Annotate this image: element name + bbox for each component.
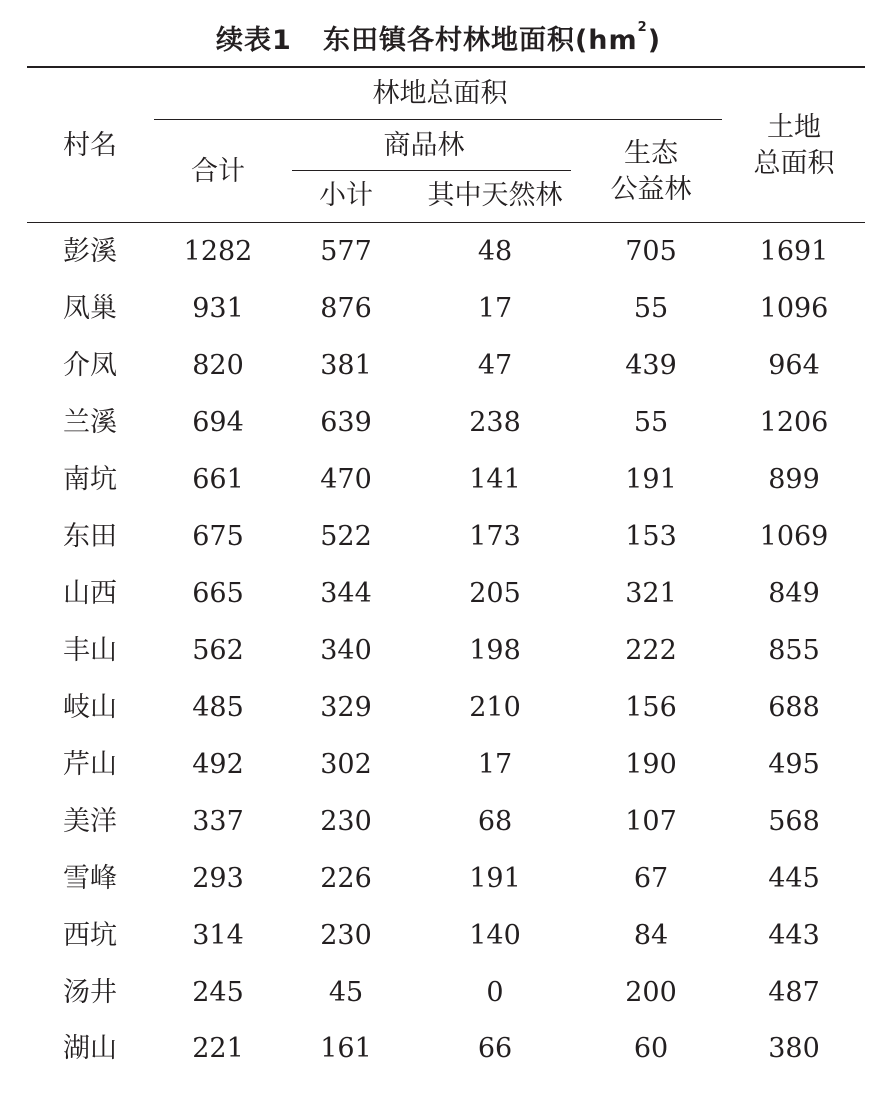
cell-eco: 191 (625, 464, 677, 495)
cell-total: 661 (192, 464, 244, 495)
header-land-line1: 土地 (767, 112, 821, 143)
cell-subtotal: 230 (320, 920, 372, 951)
table-row (0, 802, 877, 842)
cell-land: 495 (768, 749, 820, 780)
cell-total: 931 (192, 293, 244, 324)
header-eco-line1: 生态 (624, 138, 678, 169)
cell-eco: 705 (625, 236, 677, 267)
cell-eco: 60 (633, 1033, 669, 1064)
table-row (0, 460, 877, 500)
table-row (0, 688, 877, 728)
cell-total: 314 (192, 920, 244, 951)
cell-total: 492 (192, 749, 244, 780)
cell-village: 西坑 (63, 920, 117, 951)
cell-total: 694 (192, 407, 244, 438)
cell-land: 855 (768, 635, 820, 666)
cell-village: 汤井 (63, 977, 117, 1008)
cell-natural: 238 (469, 407, 521, 438)
table-row (0, 916, 877, 956)
cell-village: 介凤 (63, 350, 117, 381)
cell-total: 337 (192, 806, 244, 837)
table-row (0, 745, 877, 785)
cell-total: 820 (192, 350, 244, 381)
header-total: 合计 (191, 156, 245, 187)
table-row (0, 859, 877, 899)
cell-natural: 17 (477, 749, 513, 780)
cell-eco: 222 (625, 635, 677, 666)
cell-total: 675 (192, 521, 244, 552)
cell-village: 彭溪 (63, 236, 117, 267)
cell-land: 1096 (759, 293, 829, 324)
cell-eco: 321 (625, 578, 677, 609)
cell-eco: 153 (625, 521, 677, 552)
cell-subtotal: 381 (320, 350, 372, 381)
cell-eco: 55 (633, 407, 669, 438)
table-row (0, 232, 877, 272)
cell-total: 221 (192, 1033, 244, 1064)
table-title: 东田镇各村林地面积(hm (322, 25, 638, 56)
cell-land: 899 (768, 464, 820, 495)
cell-subtotal: 329 (320, 692, 372, 723)
cell-natural: 141 (469, 464, 521, 495)
cell-land: 380 (768, 1033, 820, 1064)
cell-subtotal: 639 (320, 407, 372, 438)
table-header-rule (27, 222, 865, 223)
unit-superscript: 2 (637, 20, 648, 35)
cell-natural: 198 (469, 635, 521, 666)
cell-natural: 191 (469, 863, 521, 894)
cell-natural: 17 (477, 293, 513, 324)
cell-village: 山西 (63, 578, 117, 609)
cell-eco: 107 (625, 806, 677, 837)
cell-village: 凤巢 (63, 293, 117, 324)
table-row (0, 289, 877, 329)
table-row (0, 973, 877, 1013)
table-row (0, 1029, 877, 1069)
table-row (0, 517, 877, 557)
cell-land: 487 (768, 977, 820, 1008)
cell-eco: 84 (633, 920, 669, 951)
cell-natural: 205 (469, 578, 521, 609)
cell-land: 445 (768, 863, 820, 894)
header-village: 村名 (63, 130, 117, 161)
cell-natural: 210 (469, 692, 521, 723)
header-commercial: 商品林 (383, 130, 465, 161)
cell-natural: 48 (477, 236, 513, 267)
cell-land: 1069 (759, 521, 829, 552)
cell-eco: 439 (625, 350, 677, 381)
table-row (0, 574, 877, 614)
cell-subtotal: 226 (320, 863, 372, 894)
table-row (0, 631, 877, 671)
cell-village: 南坑 (63, 464, 117, 495)
cell-eco: 200 (625, 977, 677, 1008)
cell-natural: 66 (477, 1033, 513, 1064)
cell-land: 1206 (759, 407, 829, 438)
cell-subtotal: 876 (320, 293, 372, 324)
header-subtotal: 小计 (319, 180, 373, 211)
cell-land: 964 (768, 350, 820, 381)
cell-land: 443 (768, 920, 820, 951)
cell-village: 丰山 (63, 635, 117, 666)
cell-eco: 156 (625, 692, 677, 723)
cell-subtotal: 302 (320, 749, 372, 780)
table-caption (0, 18, 877, 57)
cell-village: 东田 (63, 521, 117, 552)
cell-subtotal: 230 (320, 806, 372, 837)
cell-village: 美洋 (63, 806, 117, 837)
cell-land: 1691 (759, 236, 829, 267)
cell-natural: 173 (469, 521, 521, 552)
cell-village: 芹山 (63, 749, 117, 780)
cell-subtotal: 470 (320, 464, 372, 495)
cell-subtotal: 45 (328, 977, 364, 1008)
cell-village: 岐山 (63, 692, 117, 723)
cell-subtotal: 522 (320, 521, 372, 552)
cell-subtotal: 344 (320, 578, 372, 609)
cell-total: 665 (192, 578, 244, 609)
table-top-rule (27, 66, 865, 68)
cell-subtotal: 340 (320, 635, 372, 666)
cell-village: 雪峰 (63, 863, 117, 894)
cell-village: 湖山 (63, 1033, 117, 1064)
cell-total: 293 (192, 863, 244, 894)
cell-natural: 140 (469, 920, 521, 951)
cell-total: 245 (192, 977, 244, 1008)
cell-total: 485 (192, 692, 244, 723)
header-land-line2: 总面积 (753, 148, 835, 179)
header-eco-line2: 公益林 (610, 174, 692, 205)
cell-natural: 68 (477, 806, 513, 837)
header-forest-total-area: 林地总面积 (372, 78, 508, 109)
cell-eco: 190 (625, 749, 677, 780)
cell-eco: 55 (633, 293, 669, 324)
cell-natural: 0 (486, 977, 504, 1008)
header-rule-forest (154, 119, 722, 120)
cell-natural: 47 (477, 350, 513, 381)
cell-total: 1282 (183, 236, 253, 267)
cell-subtotal: 577 (320, 236, 372, 267)
cell-land: 568 (768, 806, 820, 837)
header-rule-commercial (292, 170, 571, 171)
cell-total: 562 (192, 635, 244, 666)
table-number: 续表1 (215, 25, 292, 56)
table-title-suffix: ) (647, 25, 662, 56)
header-natural: 其中天然林 (427, 180, 563, 211)
cell-subtotal: 161 (320, 1033, 372, 1064)
cell-land: 849 (768, 578, 820, 609)
cell-land: 688 (768, 692, 820, 723)
cell-eco: 67 (633, 863, 669, 894)
table-row (0, 403, 877, 443)
cell-village: 兰溪 (63, 407, 117, 438)
table-row (0, 346, 877, 386)
